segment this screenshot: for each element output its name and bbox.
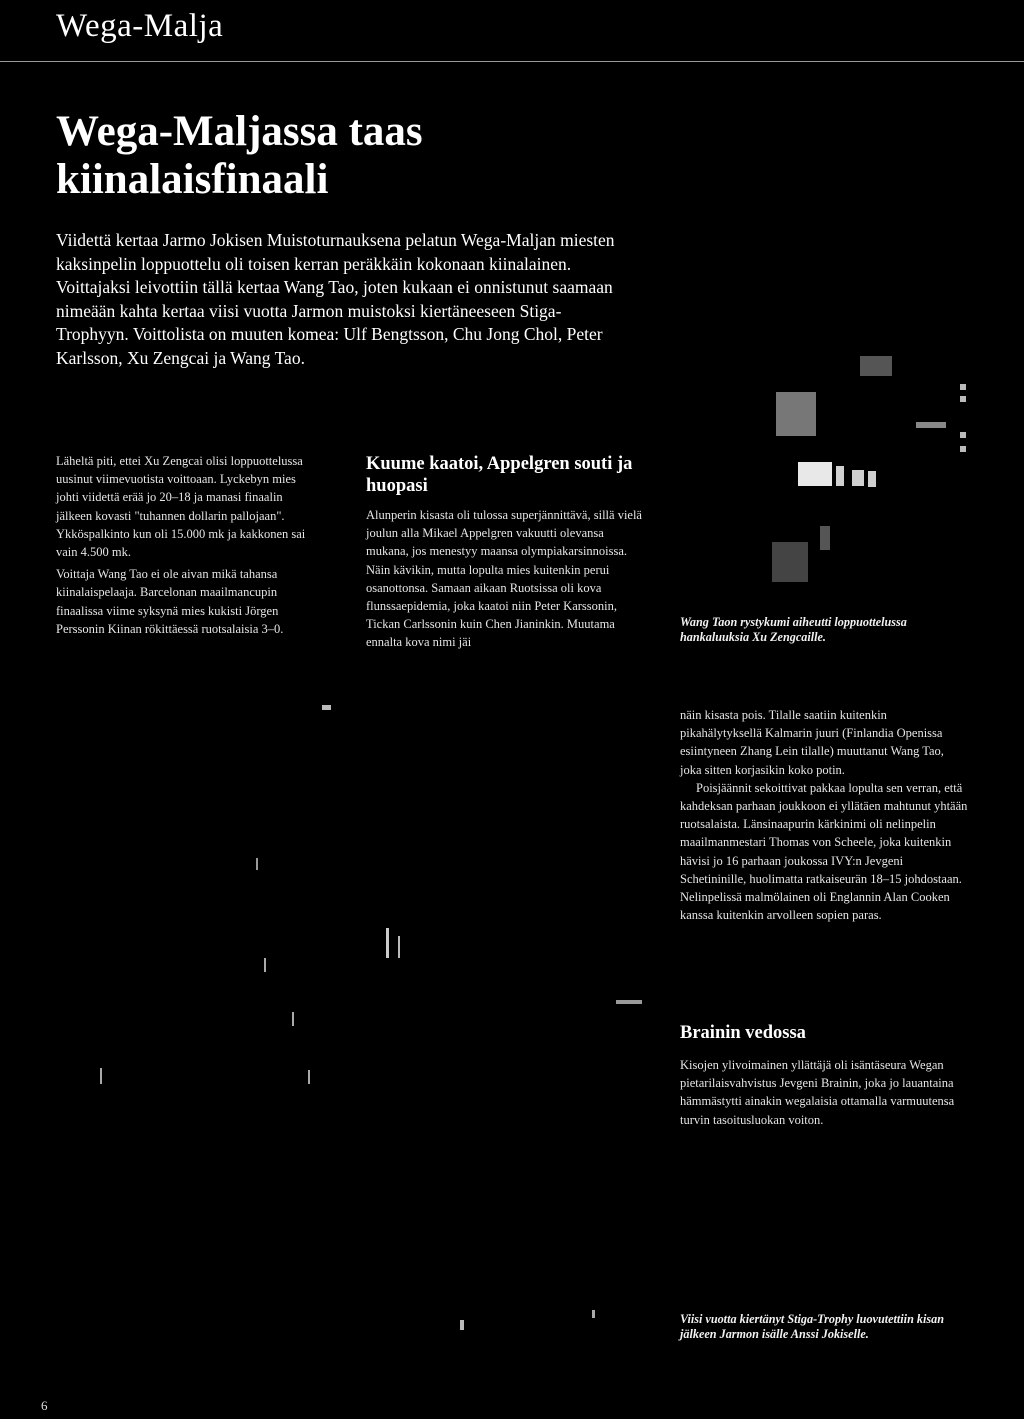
section-header: Wega-Malja (56, 8, 224, 44)
article-lead: Viidettä kertaa Jarmo Jokisen Muistoturnauksena pelatun Wega-Maljan miesten kaksinpelin loppuottelu oli toisen kerran peräkkäin kokonaan kiinalainen. Voittajaksi leivottiin tällä kertaa Wang Tao, joten kukaan ei onnistunut saamaan nimeään kahta kertaa viisi vuotta Jarmon muistoksi kiertäneeseen Stiga-Trophyyn. Voittolista on muuten komea: Ulf Bengtsson, Chu Jong Chol, Peter Karlsson, Xu Zengcai ja Wang Tao. (56, 230, 615, 368)
photo-wang-tao-image (676, 196, 1024, 606)
photo-caption-2: Viisi vuotta kiertänyt Stiga-Trophy luovutettiin kisan jälkeen Jarmon isälle Anssi Jokiselle. (680, 1312, 944, 1341)
column1-paragraph-2: Voittaja Wang Tao ei ole aivan mikä tahansa kiinalaispelaaja. Barcelonan maailmancupin finaalissa viime syksynä mies kukisti Jörgen Perssonin Kiinan rökittäessä ruotsalaisia 3–0. (56, 567, 284, 636)
page-number: 6 (41, 1398, 48, 1413)
printer-mark (322, 705, 331, 710)
column4-paragraph-1: Kisojen ylivoimainen yllättäjä oli isäntäseura Wegan pietarilaisvahvistus Jevgeni Brainin, joka jo lauantaina hämmästytti ainakin wegalaisia ottamalla varmuutensa turvin tasoitusluokan voiton. (680, 1058, 955, 1127)
photo-wang-tao (676, 196, 1024, 606)
column3-paragraph-1: näin kisasta pois. Tilalle saatiin kuitenkin pikahälytyksellä Kalmarin juuri (Finlandia Openissa esiintyneen Zhang Lein tilalle) muuttanut Wang Tao, joka sitten korjasikin koko potin. (680, 708, 944, 777)
photo-trophy-handover (56, 690, 666, 1390)
body-column-4 (680, 1056, 968, 1129)
article-headline: Wega-Maljassa taas kiinalaisfinaali (56, 108, 423, 203)
subheading-kuume: Kuume kaatoi, Appelgren souti ja huopasi (366, 454, 633, 496)
column1-paragraph-1: Läheltä piti, ettei Xu Zengcai olisi loppuottelussa uusinut viimevuotista voittoaan. Lyckebyn mies johti viidettä erää jo 20–18 ja manasi finaalin jälkeen kovasti "tuhannen dollarin pallojaan". Ykköspalkinto kun oli 15.000 mk ja kakkonen sai vain 4.500 mk. (56, 454, 306, 560)
photo-trophy-image (56, 690, 666, 1390)
column2-paragraph-1: Alunperin kisasta oli tulossa superjännittävä, sillä vielä joulun alla Mikael Appelgren vakuutti olevansa mukana, jos menestyy maansa olympiakarsinnoissa. Näin kävikin, mutta lopulta mies kuitenkin perui osanottonsa. Samaan aikaan Ruotsissa oli kova flunssaepidemia, joka kaatoi niin Peter Karssonin, Tickan Carlssonin kuin Chen Jianinkin. Muutama ennalta kova nimi jäi (366, 508, 642, 650)
body-column-2 (366, 506, 642, 652)
subheading-brainin: Brainin vedossa (680, 1023, 806, 1043)
header-rule (0, 61, 1024, 62)
body-column-1 (56, 452, 320, 638)
body-column-3 (680, 706, 968, 924)
column3-paragraph-2: Poisjäännit sekoittivat pakkaa lopulta sen verran, että kahdeksan parhaan joukkoon ei yllätäen mahtunut yhtään ruotsalaista. Länsinaapurin kärkinimi oli nelinpelin maailmanmestari Thomas von Scheele, joka kuitenkin hävisi jo 16 parhaan joukossa IVY:n Jevgeni Schetininille, huolimatta ratkaiseurän 18–15 johdostaan. Nelinpelissä malmölainen oli Englannin Alan Cooken kanssa kuitenkin arvolleen sopien paras. (680, 780, 968, 923)
photo-caption-1: Wang Taon rystykumi aiheutti loppuottelussa hankaluuksia Xu Zengcaille. (680, 615, 907, 644)
